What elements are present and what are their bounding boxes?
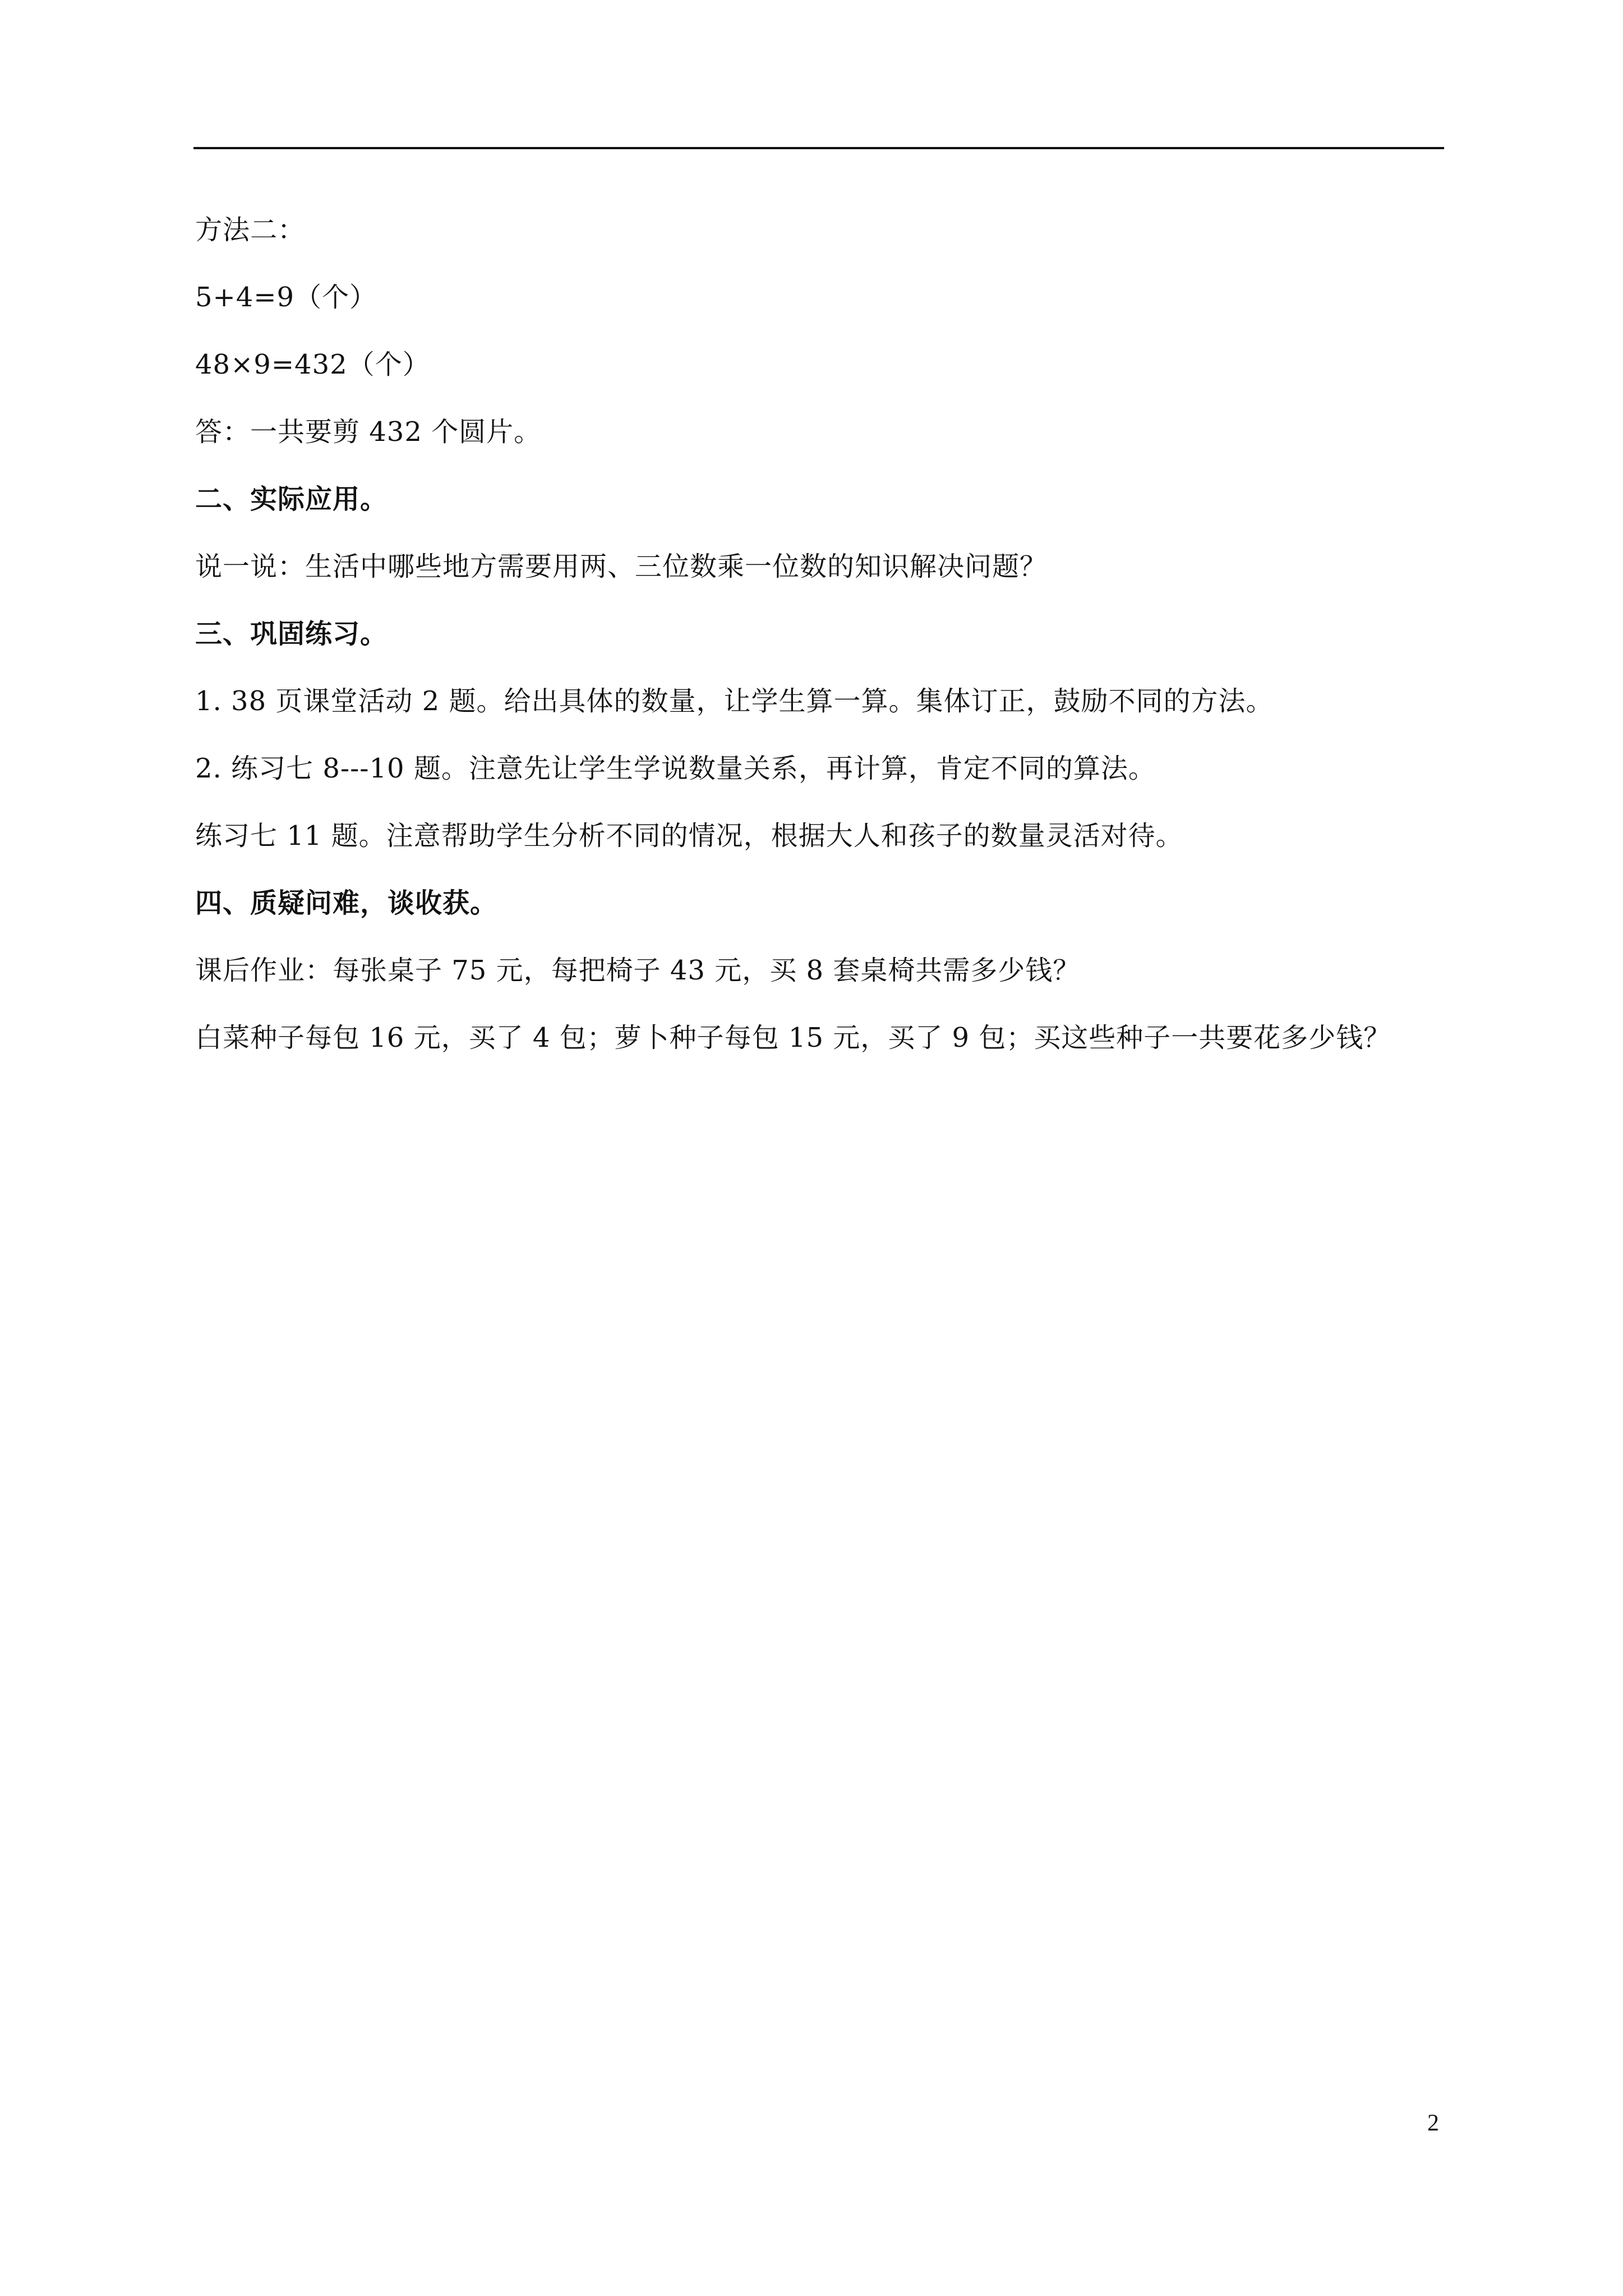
calc-line-2: 48×9=432（个）: [195, 349, 430, 380]
section-heading-practice: 三、巩固练习。: [195, 618, 388, 650]
section-heading-application: 二、实际应用。: [195, 484, 388, 515]
section-heading-questions: 四、质疑问难，谈收获。: [195, 887, 498, 919]
calc-line-1: 5+4=9（个）: [195, 282, 377, 313]
discussion-line: 说一说：生活中哪些地方需要用两、三位数乘一位数的知识解决问题？: [195, 551, 1048, 582]
method-two-heading: 方法二：: [195, 214, 306, 246]
answer-line: 答：一共要剪 432 个圆片。: [195, 416, 542, 448]
practice-item-1: 1. 38 页课堂活动 2 题。给出具体的数量，让学生算一算。集体订正，鼓励不同的方法。: [195, 685, 1274, 717]
homework-line-2: 白菜种子每包 16 元，买了 4 包；萝卜种子每包 15 元，买了 9 包；买这些种子一共要花多少钱？: [195, 1022, 1391, 1053]
document-body: [195, 214, 1446, 1089]
practice-item-3: 练习七 11 题。注意帮助学生分析不同的情况，根据大人和孩子的数量灵活对待。: [195, 820, 1183, 852]
practice-item-2: 2. 练习七 8---10 题。注意先让学生学说数量关系，再计算，肯定不同的算法。: [195, 753, 1156, 784]
page-number: 2: [1427, 2110, 1439, 2136]
header-rule: [193, 147, 1444, 149]
homework-line-1: 课后作业：每张桌子 75 元，每把椅子 43 元，买 8 套桌椅共需多少钱？: [195, 955, 1081, 986]
